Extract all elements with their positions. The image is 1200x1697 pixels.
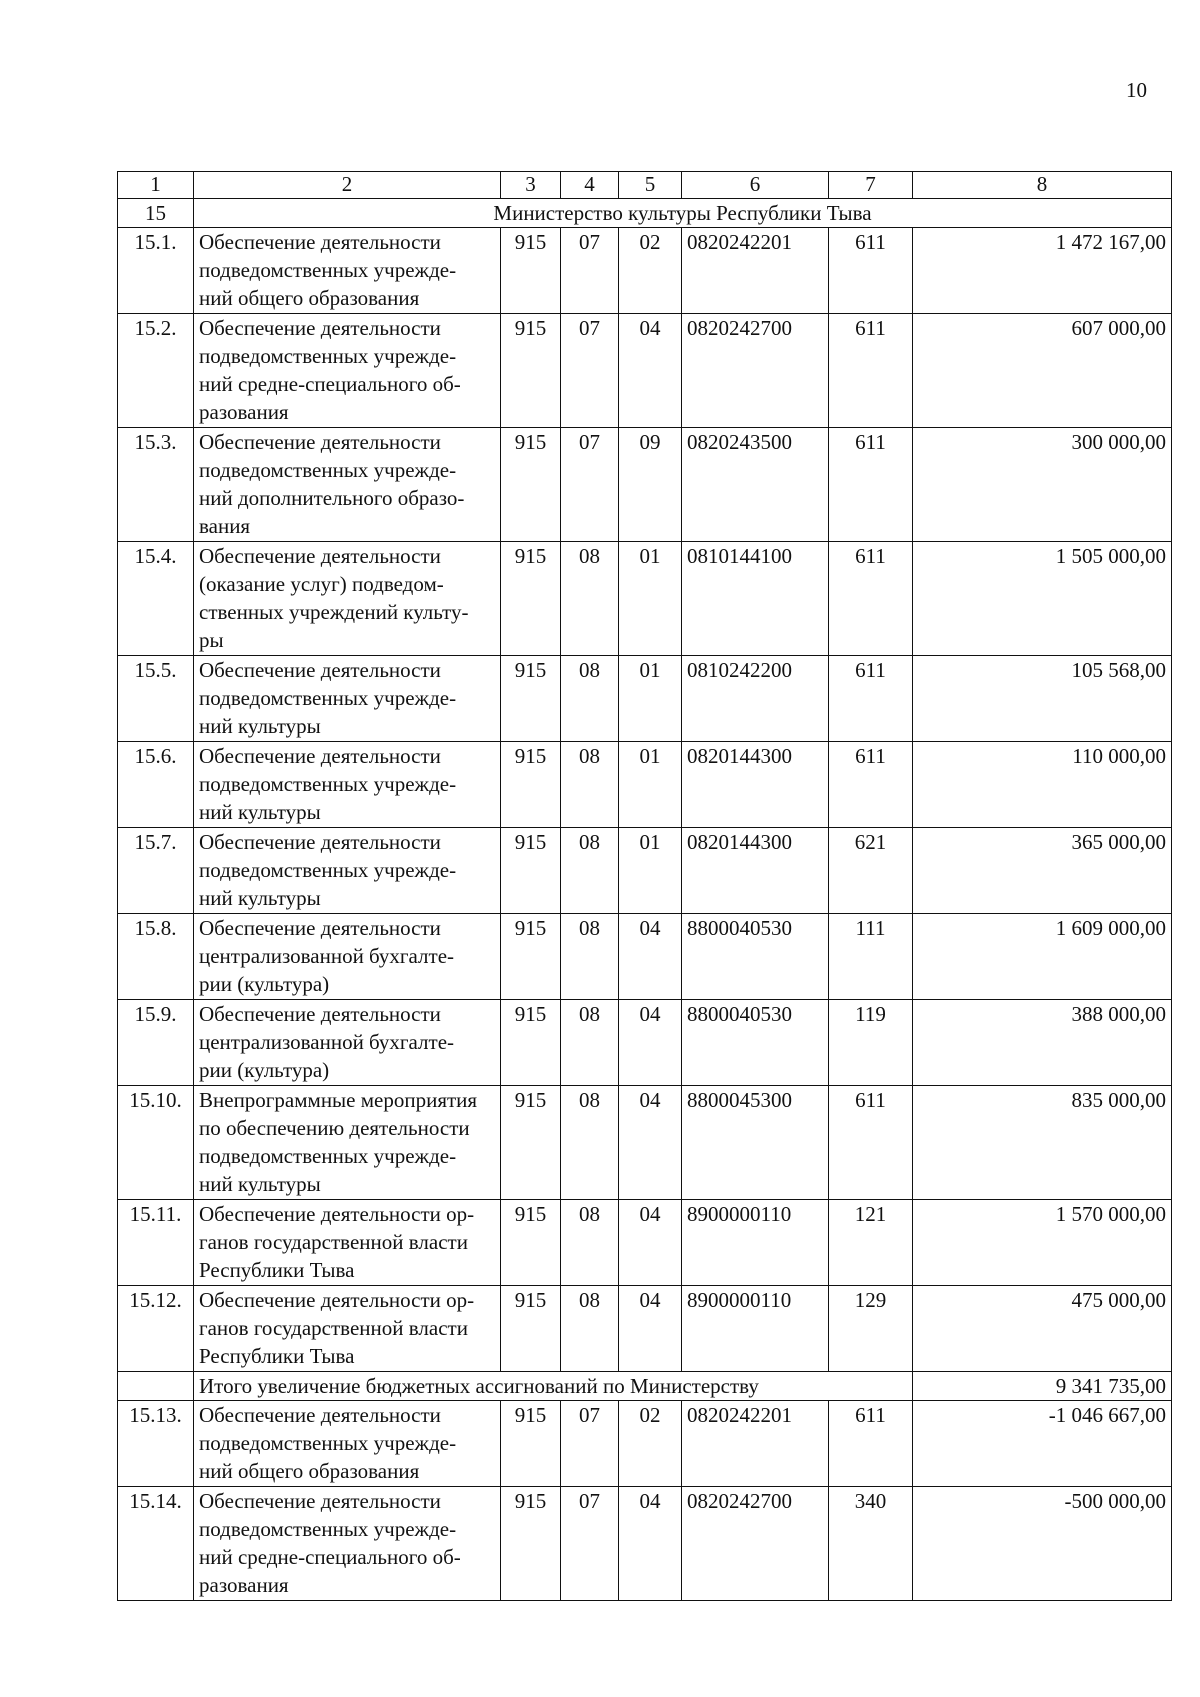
ministry-code: 915 — [501, 428, 561, 542]
item-name-line: Обеспечение деятельности — [199, 658, 441, 682]
item-name-line: ний общего образования — [199, 286, 420, 310]
item-name-line: Обеспечение деятельности — [199, 316, 441, 340]
subsection-code: 02 — [619, 228, 682, 314]
expense-type-code: 129 — [829, 1286, 913, 1372]
total-amount: 9 341 735,00 — [913, 1372, 1172, 1401]
target-article-code: 0820243500 — [682, 428, 829, 542]
amount: 1 609 000,00 — [913, 914, 1172, 1000]
table-row — [118, 542, 1172, 656]
row-number: 15.11. — [118, 1200, 194, 1286]
item-name-line: Обеспечение деятельности ор- — [199, 1202, 475, 1226]
amount: 388 000,00 — [913, 1000, 1172, 1086]
column-number: 6 — [682, 172, 829, 199]
target-article-code: 0810144100 — [682, 542, 829, 656]
row-number: 15.7. — [118, 828, 194, 914]
subsection-code: 04 — [619, 1200, 682, 1286]
amount: 105 568,00 — [913, 656, 1172, 742]
ministry-code: 915 — [501, 1000, 561, 1086]
item-name — [194, 1086, 501, 1200]
target-article-code: 0820242700 — [682, 1487, 829, 1601]
ministry-code: 915 — [501, 1487, 561, 1601]
row-number: 15.8. — [118, 914, 194, 1000]
table-row — [118, 828, 1172, 914]
column-number: 7 — [829, 172, 913, 199]
row-number: 15.4. — [118, 542, 194, 656]
item-name-line: по обеспечению деятельности — [199, 1116, 470, 1140]
item-name-line: подведомственных учрежде- — [199, 258, 457, 282]
expense-type-code: 121 — [829, 1200, 913, 1286]
subsection-code: 04 — [619, 1000, 682, 1086]
item-name — [194, 542, 501, 656]
item-name-line: вания — [199, 514, 251, 538]
item-name-line: подведомственных учрежде- — [199, 458, 457, 482]
subsection-code: 04 — [619, 1086, 682, 1200]
ministry-code: 915 — [501, 914, 561, 1000]
item-name-line: Обеспечение деятельности — [199, 916, 441, 940]
ministry-code: 915 — [501, 742, 561, 828]
item-name — [194, 828, 501, 914]
subsection-code: 09 — [619, 428, 682, 542]
row-number: 15.12. — [118, 1286, 194, 1372]
section-code: 08 — [561, 742, 619, 828]
subsection-code: 02 — [619, 1401, 682, 1487]
subsection-code: 01 — [619, 542, 682, 656]
item-name-line: ственных учреждений культу- — [199, 600, 469, 624]
section-code: 07 — [561, 1401, 619, 1487]
item-name-line: подведомственных учрежде- — [199, 858, 457, 882]
item-name-line: разования — [199, 400, 289, 424]
ministry-code: 915 — [501, 1401, 561, 1487]
item-name-line: ний культуры — [199, 714, 321, 738]
item-name — [194, 314, 501, 428]
item-name — [194, 1286, 501, 1372]
expense-type-code: 611 — [829, 542, 913, 656]
target-article-code: 8800040530 — [682, 1000, 829, 1086]
row-number: 15.5. — [118, 656, 194, 742]
ministry-code: 915 — [501, 228, 561, 314]
page-number: 10 — [1126, 78, 1147, 102]
item-name — [194, 656, 501, 742]
ministry-code: 915 — [501, 1286, 561, 1372]
expense-type-code: 611 — [829, 1401, 913, 1487]
subsection-code: 01 — [619, 742, 682, 828]
amount: 1 570 000,00 — [913, 1200, 1172, 1286]
item-name-line: Обеспечение деятельности — [199, 544, 441, 568]
item-name-line: ганов государственной власти — [199, 1316, 468, 1340]
row-number: 15.3. — [118, 428, 194, 542]
item-name-line: Обеспечение деятельности — [199, 230, 441, 254]
ministry-number: 15 — [118, 199, 194, 228]
target-article-code: 0820144300 — [682, 828, 829, 914]
table-row — [118, 314, 1172, 428]
ministry-row — [118, 199, 1172, 228]
column-number: 1 — [118, 172, 194, 199]
item-name-line: Обеспечение деятельности — [199, 430, 441, 454]
table-row — [118, 1200, 1172, 1286]
section-code: 08 — [561, 914, 619, 1000]
item-name — [194, 1000, 501, 1086]
amount: -1 046 667,00 — [913, 1401, 1172, 1487]
expense-type-code: 611 — [829, 656, 913, 742]
amount: -500 000,00 — [913, 1487, 1172, 1601]
item-name-line: ний общего образования — [199, 1459, 420, 1483]
target-article-code: 0820242700 — [682, 314, 829, 428]
amount: 1 472 167,00 — [913, 228, 1172, 314]
table-row — [118, 228, 1172, 314]
subsection-code: 04 — [619, 314, 682, 428]
ministry-code: 915 — [501, 1086, 561, 1200]
section-code: 08 — [561, 656, 619, 742]
section-code: 07 — [561, 314, 619, 428]
item-name-line: ний дополнительного образо- — [199, 486, 465, 510]
budget-table — [117, 171, 1172, 1601]
row-number: 15.1. — [118, 228, 194, 314]
column-number: 2 — [194, 172, 501, 199]
target-article-code: 8800045300 — [682, 1086, 829, 1200]
amount: 300 000,00 — [913, 428, 1172, 542]
item-name-line: ний средне-специального об- — [199, 1545, 461, 1569]
item-name-line: ний культуры — [199, 886, 321, 910]
item-name-line: централизованной бухгалте- — [199, 1030, 455, 1054]
amount: 835 000,00 — [913, 1086, 1172, 1200]
target-article-code: 0810242200 — [682, 656, 829, 742]
section-code: 08 — [561, 828, 619, 914]
item-name-line: подведомственных учрежде- — [199, 1517, 457, 1541]
column-number-row — [118, 172, 1172, 199]
ministry-code: 915 — [501, 828, 561, 914]
section-code: 07 — [561, 428, 619, 542]
target-article-code: 0820144300 — [682, 742, 829, 828]
expense-type-code: 621 — [829, 828, 913, 914]
item-name-line: ры — [199, 628, 224, 652]
item-name-line: подведомственных учрежде- — [199, 1144, 457, 1168]
row-number: 15.14. — [118, 1487, 194, 1601]
table-row — [118, 428, 1172, 542]
section-code: 08 — [561, 1000, 619, 1086]
item-name-line: Обеспечение деятельности — [199, 1002, 441, 1026]
item-name — [194, 1200, 501, 1286]
row-number: 15.2. — [118, 314, 194, 428]
table-body — [118, 172, 1172, 1601]
subsection-code: 01 — [619, 828, 682, 914]
expense-type-code: 611 — [829, 742, 913, 828]
column-number: 4 — [561, 172, 619, 199]
item-name-line: Республики Тыва — [199, 1258, 355, 1282]
item-name-line: Внепрограммные мероприятия — [199, 1088, 478, 1112]
amount: 110 000,00 — [913, 742, 1172, 828]
item-name-line: Обеспечение деятельности ор- — [199, 1288, 475, 1312]
table-row — [118, 914, 1172, 1000]
item-name — [194, 742, 501, 828]
item-name-line: разования — [199, 1573, 289, 1597]
item-name — [194, 1401, 501, 1487]
table-row — [118, 1086, 1172, 1200]
table-row — [118, 742, 1172, 828]
item-name-line: рии (культура) — [199, 972, 330, 996]
section-code: 08 — [561, 542, 619, 656]
item-name — [194, 228, 501, 314]
table-row — [118, 656, 1172, 742]
item-name-line: ний культуры — [199, 800, 321, 824]
subsection-code: 01 — [619, 656, 682, 742]
expense-type-code: 340 — [829, 1487, 913, 1601]
column-number: 3 — [501, 172, 561, 199]
target-article-code: 0820242201 — [682, 228, 829, 314]
item-name-line: ний культуры — [199, 1172, 321, 1196]
subsection-code: 04 — [619, 1286, 682, 1372]
subsection-code: 04 — [619, 914, 682, 1000]
expense-type-code: 611 — [829, 1086, 913, 1200]
item-name-line: Обеспечение деятельности — [199, 1489, 441, 1513]
row-number: 15.9. — [118, 1000, 194, 1086]
target-article-code: 8800040530 — [682, 914, 829, 1000]
item-name-line: Обеспечение деятельности — [199, 830, 441, 854]
expense-type-code: 611 — [829, 314, 913, 428]
section-code: 07 — [561, 228, 619, 314]
ministry-title: Министерство культуры Республики Тыва — [194, 199, 1172, 228]
item-name-line: подведомственных учрежде- — [199, 1431, 457, 1455]
item-name-line: ний средне-специального об- — [199, 372, 461, 396]
item-name — [194, 428, 501, 542]
item-name-line: централизованной бухгалте- — [199, 944, 455, 968]
column-number: 8 — [913, 172, 1172, 199]
row-number: 15.13. — [118, 1401, 194, 1487]
section-code: 08 — [561, 1286, 619, 1372]
table-row — [118, 1487, 1172, 1601]
item-name-line: Республики Тыва — [199, 1344, 355, 1368]
target-article-code: 8900000110 — [682, 1200, 829, 1286]
amount: 365 000,00 — [913, 828, 1172, 914]
item-name-line: Обеспечение деятельности — [199, 1403, 441, 1427]
amount: 475 000,00 — [913, 1286, 1172, 1372]
total-label: Итого увеличение бюджетных ассигнований по Министерству — [194, 1372, 913, 1401]
item-name-line: (оказание услуг) подведом- — [199, 572, 444, 596]
item-name-line: подведомственных учрежде- — [199, 772, 457, 796]
row-number: 15.6. — [118, 742, 194, 828]
item-name-line: рии (культура) — [199, 1058, 330, 1082]
table-row — [118, 1401, 1172, 1487]
ministry-code: 915 — [501, 656, 561, 742]
total-empty-cell — [118, 1372, 194, 1401]
ministry-code: 915 — [501, 314, 561, 428]
total-row — [118, 1372, 1172, 1401]
row-number: 15.10. — [118, 1086, 194, 1200]
expense-type-code: 611 — [829, 428, 913, 542]
amount: 1 505 000,00 — [913, 542, 1172, 656]
expense-type-code: 111 — [829, 914, 913, 1000]
subsection-code: 04 — [619, 1487, 682, 1601]
section-code: 07 — [561, 1487, 619, 1601]
section-code: 08 — [561, 1086, 619, 1200]
item-name — [194, 914, 501, 1000]
column-number: 5 — [619, 172, 682, 199]
target-article-code: 0820242201 — [682, 1401, 829, 1487]
expense-type-code: 611 — [829, 228, 913, 314]
item-name-line: Обеспечение деятельности — [199, 744, 441, 768]
ministry-code: 915 — [501, 542, 561, 656]
target-article-code: 8900000110 — [682, 1286, 829, 1372]
item-name — [194, 1487, 501, 1601]
amount: 607 000,00 — [913, 314, 1172, 428]
item-name-line: подведомственных учрежде- — [199, 344, 457, 368]
table-row — [118, 1286, 1172, 1372]
section-code: 08 — [561, 1200, 619, 1286]
table-row — [118, 1000, 1172, 1086]
item-name-line: подведомственных учрежде- — [199, 686, 457, 710]
ministry-code: 915 — [501, 1200, 561, 1286]
item-name-line: ганов государственной власти — [199, 1230, 468, 1254]
expense-type-code: 119 — [829, 1000, 913, 1086]
